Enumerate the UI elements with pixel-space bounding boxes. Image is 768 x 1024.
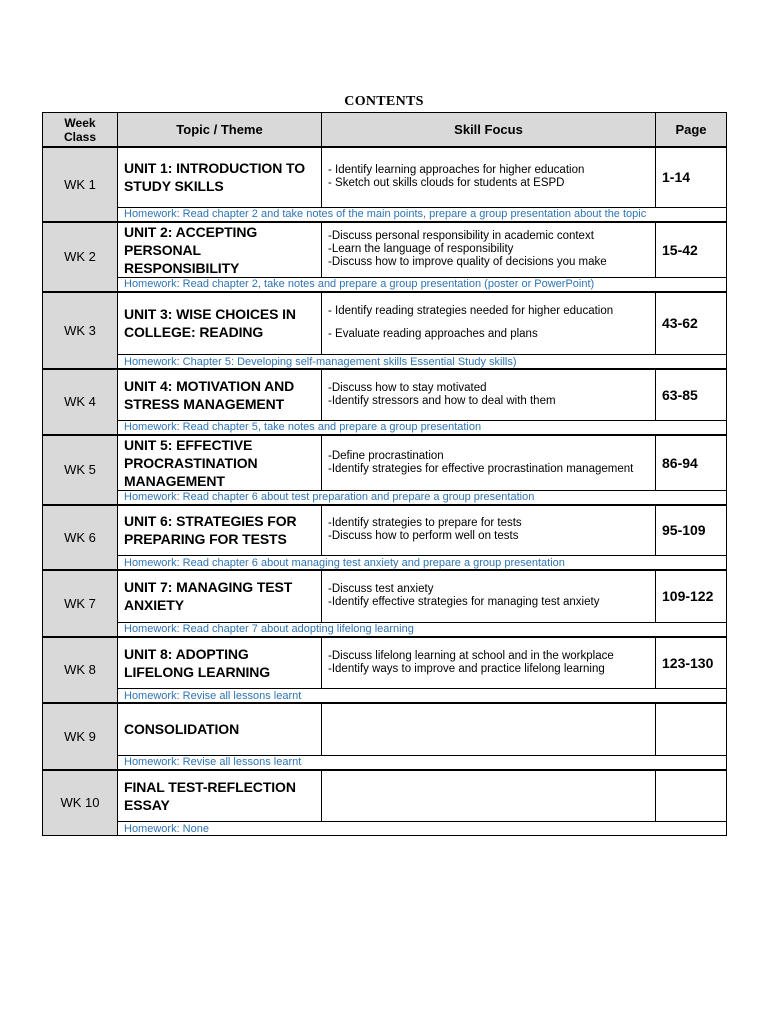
homework-cell: Homework: Chapter 5: Developing self-management skills Essential Study skills) — [118, 355, 727, 370]
header-page: Page — [656, 113, 727, 148]
week-cell: WK 8 — [43, 637, 118, 704]
table-body — [43, 147, 727, 836]
skill-item: - Sketch out skills clouds for students at ESPD — [328, 177, 565, 190]
skill-item: -Identify strategies for effective procrastination management — [328, 462, 634, 475]
homework-row — [43, 556, 727, 571]
homework-row — [43, 207, 727, 222]
page-range-cell: 95-109 — [656, 505, 727, 556]
skill-focus-cell — [322, 570, 656, 622]
topic-cell: UNIT 6: STRATEGIES FOR PREPARING FOR TESTS — [118, 505, 322, 556]
topic-cell: UNIT 8: ADOPTING LIFELONG LEARNING — [118, 637, 322, 689]
header-skill-focus: Skill Focus — [322, 113, 656, 148]
page-range-cell: 1-14 — [656, 147, 727, 207]
skill-item: -Discuss lifelong learning at school and in the workplace — [328, 649, 614, 662]
skill-item: -Discuss how to improve quality of decisions you make — [328, 256, 607, 268]
homework-cell: Homework: Revise all lessons learnt — [118, 755, 727, 770]
homework-cell: Homework: Read chapter 2 and take notes of the main points, prepare a group presentation about the topic — [118, 207, 727, 222]
homework-cell: Homework: Read chapter 7 about adopting lifelong learning — [118, 622, 727, 637]
contents-table — [42, 112, 727, 836]
topic-cell: UNIT 4: MOTIVATION AND STRESS MANAGEMENT — [118, 369, 322, 420]
skill-item: -Identify stressors and how to deal with them — [328, 394, 556, 407]
skill-item: -Identify effective strategies for managing test anxiety — [328, 596, 600, 609]
homework-cell: Homework: Read chapter 6 about test preparation and prepare a group presentation — [118, 490, 727, 505]
skill-item: - Identify reading strategies needed for higher education — [328, 305, 614, 318]
homework-cell: Homework: None — [118, 822, 727, 836]
page-range-cell: 63-85 — [656, 369, 727, 420]
table-row — [43, 147, 727, 207]
skill-focus-cell — [322, 770, 656, 822]
homework-cell: Homework: Read chapter 5, take notes and prepare a group presentation — [118, 420, 727, 435]
table-row — [43, 637, 727, 689]
week-cell: WK 1 — [43, 147, 118, 222]
homework-row — [43, 689, 727, 704]
header-row — [43, 113, 727, 148]
topic-cell: UNIT 7: MANAGING TEST ANXIETY — [118, 570, 322, 622]
week-cell: WK 6 — [43, 505, 118, 571]
skill-item: - Identify learning approaches for higher education — [328, 164, 585, 177]
homework-row — [43, 490, 727, 505]
page-range-cell: 43-62 — [656, 292, 727, 355]
skill-focus-cell — [322, 222, 656, 278]
homework-row — [43, 420, 727, 435]
table-row — [43, 570, 727, 622]
table-row — [43, 505, 727, 556]
table-row — [43, 292, 727, 355]
skill-focus-cell — [322, 505, 656, 556]
topic-cell: UNIT 2: ACCEPTING PERSONAL RESPONSIBILITY — [118, 222, 322, 278]
week-cell: WK 5 — [43, 435, 118, 505]
week-cell: WK 9 — [43, 703, 118, 770]
page-range-cell: 15-42 — [656, 222, 727, 278]
page-title: CONTENTS — [344, 94, 424, 109]
skill-item: -Discuss how to perform well on tests — [328, 530, 519, 543]
homework-cell: Homework: Revise all lessons learnt — [118, 689, 727, 704]
week-cell: WK 4 — [43, 369, 118, 435]
homework-row — [43, 622, 727, 637]
skill-focus-cell — [322, 637, 656, 689]
page-range-cell: 109-122 — [656, 570, 727, 622]
skill-item: -Define procrastination — [328, 449, 444, 462]
table-row — [43, 222, 727, 278]
table-row — [43, 770, 727, 822]
homework-row — [43, 355, 727, 370]
header-topic: Topic / Theme — [118, 113, 322, 148]
skill-item: - Evaluate reading approaches and plans — [328, 328, 538, 341]
week-cell: WK 7 — [43, 570, 118, 637]
skill-item: -Learn the language of responsibility — [328, 243, 514, 255]
table-row — [43, 369, 727, 420]
homework-row — [43, 822, 727, 836]
homework-cell: Homework: Read chapter 2, take notes and prepare a group presentation (poster or PowerPoint) — [118, 277, 727, 292]
page-range-cell: 86-94 — [656, 435, 727, 491]
skill-focus-cell — [322, 369, 656, 420]
skill-focus-cell — [322, 147, 656, 207]
week-cell: WK 10 — [43, 770, 118, 836]
page-range-cell — [656, 703, 727, 755]
skill-focus-cell — [322, 435, 656, 491]
topic-cell: UNIT 1: INTRODUCTION TO STUDY SKILLS — [118, 147, 322, 207]
page-range-cell: 123-130 — [656, 637, 727, 689]
week-cell: WK 3 — [43, 292, 118, 370]
header-week-class: Week Class — [43, 113, 118, 148]
skill-item: -Discuss how to stay motivated — [328, 381, 487, 394]
homework-cell: Homework: Read chapter 6 about managing test anxiety and prepare a group presentation — [118, 556, 727, 571]
skill-item: -Identify strategies to prepare for tests — [328, 517, 522, 530]
skill-item: -Discuss personal responsibility in academic context — [328, 230, 594, 242]
table-row — [43, 435, 727, 491]
skill-focus-cell — [322, 703, 656, 755]
week-cell: WK 2 — [43, 222, 118, 292]
topic-cell: UNIT 3: WISE CHOICES IN COLLEGE: READING — [118, 292, 322, 355]
homework-row — [43, 277, 727, 292]
skill-item: -Discuss test anxiety — [328, 583, 434, 596]
page-range-cell — [656, 770, 727, 822]
topic-cell: CONSOLIDATION — [118, 703, 322, 755]
homework-row — [43, 755, 727, 770]
topic-cell: FINAL TEST-REFLECTION ESSAY — [118, 770, 322, 822]
topic-cell: UNIT 5: EFFECTIVE PROCRASTINATION MANAGEMENT — [118, 435, 322, 491]
skill-focus-cell — [322, 292, 656, 355]
table-row — [43, 703, 727, 755]
skill-item: -Identify ways to improve and practice lifelong learning — [328, 662, 605, 675]
